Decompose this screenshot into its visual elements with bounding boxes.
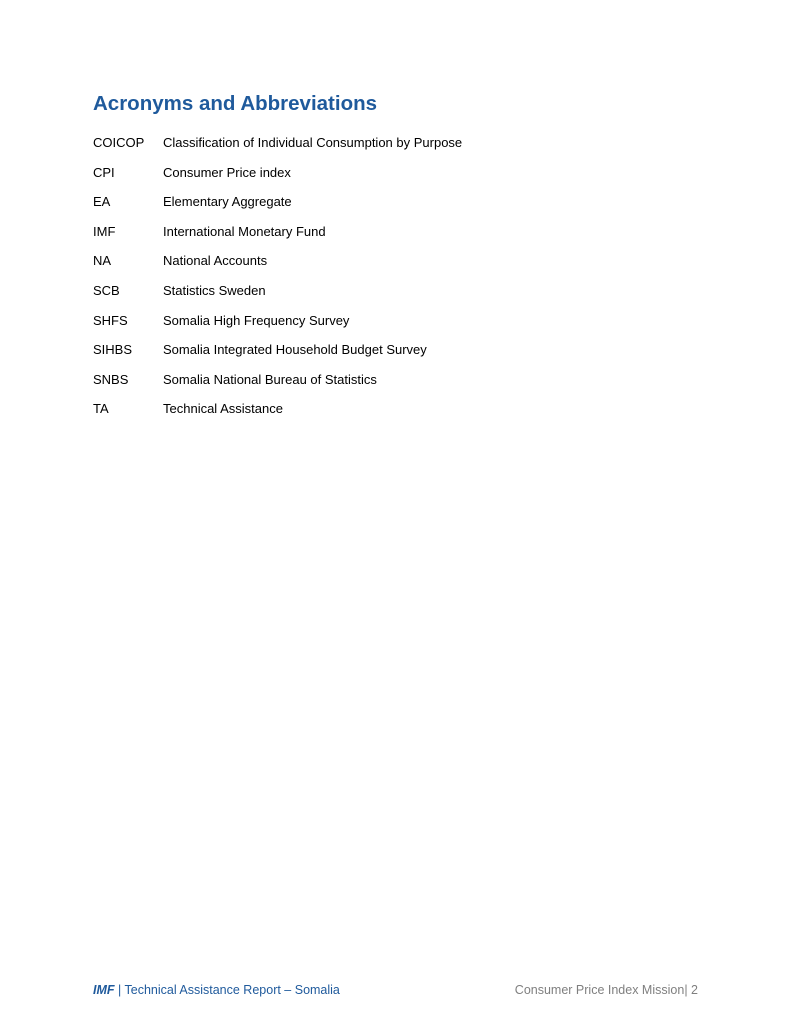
acronym-definition: Classification of Individual Consumption by Purpose — [163, 135, 463, 150]
acronym-definition: Somalia Integrated Household Budget Survey — [163, 342, 427, 358]
footer-brand: IMF — [93, 983, 115, 997]
acronym-list — [93, 135, 462, 431]
acronym-definition: Elementary Aggregate — [163, 194, 292, 210]
acronym-definition: International Monetary Fund — [163, 223, 326, 239]
acronym-definition: Statistics Sweden — [163, 282, 266, 298]
footer-mission-title: Consumer Price Index Mission — [514, 983, 685, 997]
acronym-definition: Somalia National Bureau of Statistics — [163, 371, 377, 387]
acronym-row — [93, 283, 462, 313]
acronym-abbreviation: IMF — [93, 223, 116, 239]
footer-report-title: Technical Assistance Report – Somalia — [124, 983, 340, 997]
acronym-definition: Consumer Price index — [163, 164, 291, 180]
acronym-abbreviation: SIHBS — [93, 342, 133, 358]
footer-report-info — [93, 983, 340, 998]
acronym-abbreviation: SNBS — [93, 371, 129, 387]
acronym-row — [93, 253, 462, 283]
acronym-abbreviation: EA — [93, 194, 111, 210]
acronym-definition: National Accounts — [163, 253, 268, 269]
acronym-row — [93, 342, 462, 372]
page-footer — [93, 983, 698, 998]
acronym-row — [93, 135, 462, 165]
page-title: Acronyms and Abbreviations — [93, 92, 378, 115]
footer-page-separator: | — [684, 983, 692, 997]
acronym-abbreviation: NA — [93, 253, 112, 269]
acronym-abbreviation: SHFS — [93, 312, 128, 328]
acronym-row — [93, 224, 462, 254]
acronym-abbreviation: COICOP — [93, 135, 145, 150]
footer-separator: | — [114, 983, 125, 997]
page-number: 2 — [691, 983, 698, 997]
acronym-abbreviation: TA — [93, 401, 109, 417]
acronym-definition: Technical Assistance — [163, 401, 283, 417]
footer-page-info — [515, 983, 698, 998]
acronym-row — [93, 194, 462, 224]
acronym-row — [93, 313, 462, 343]
acronym-row — [93, 401, 462, 431]
acronym-abbreviation: CPI — [93, 164, 115, 180]
acronym-row — [93, 165, 462, 195]
acronym-definition: Somalia High Frequency Survey — [163, 312, 350, 328]
acronym-row — [93, 372, 462, 402]
acronym-abbreviation: SCB — [93, 282, 120, 298]
